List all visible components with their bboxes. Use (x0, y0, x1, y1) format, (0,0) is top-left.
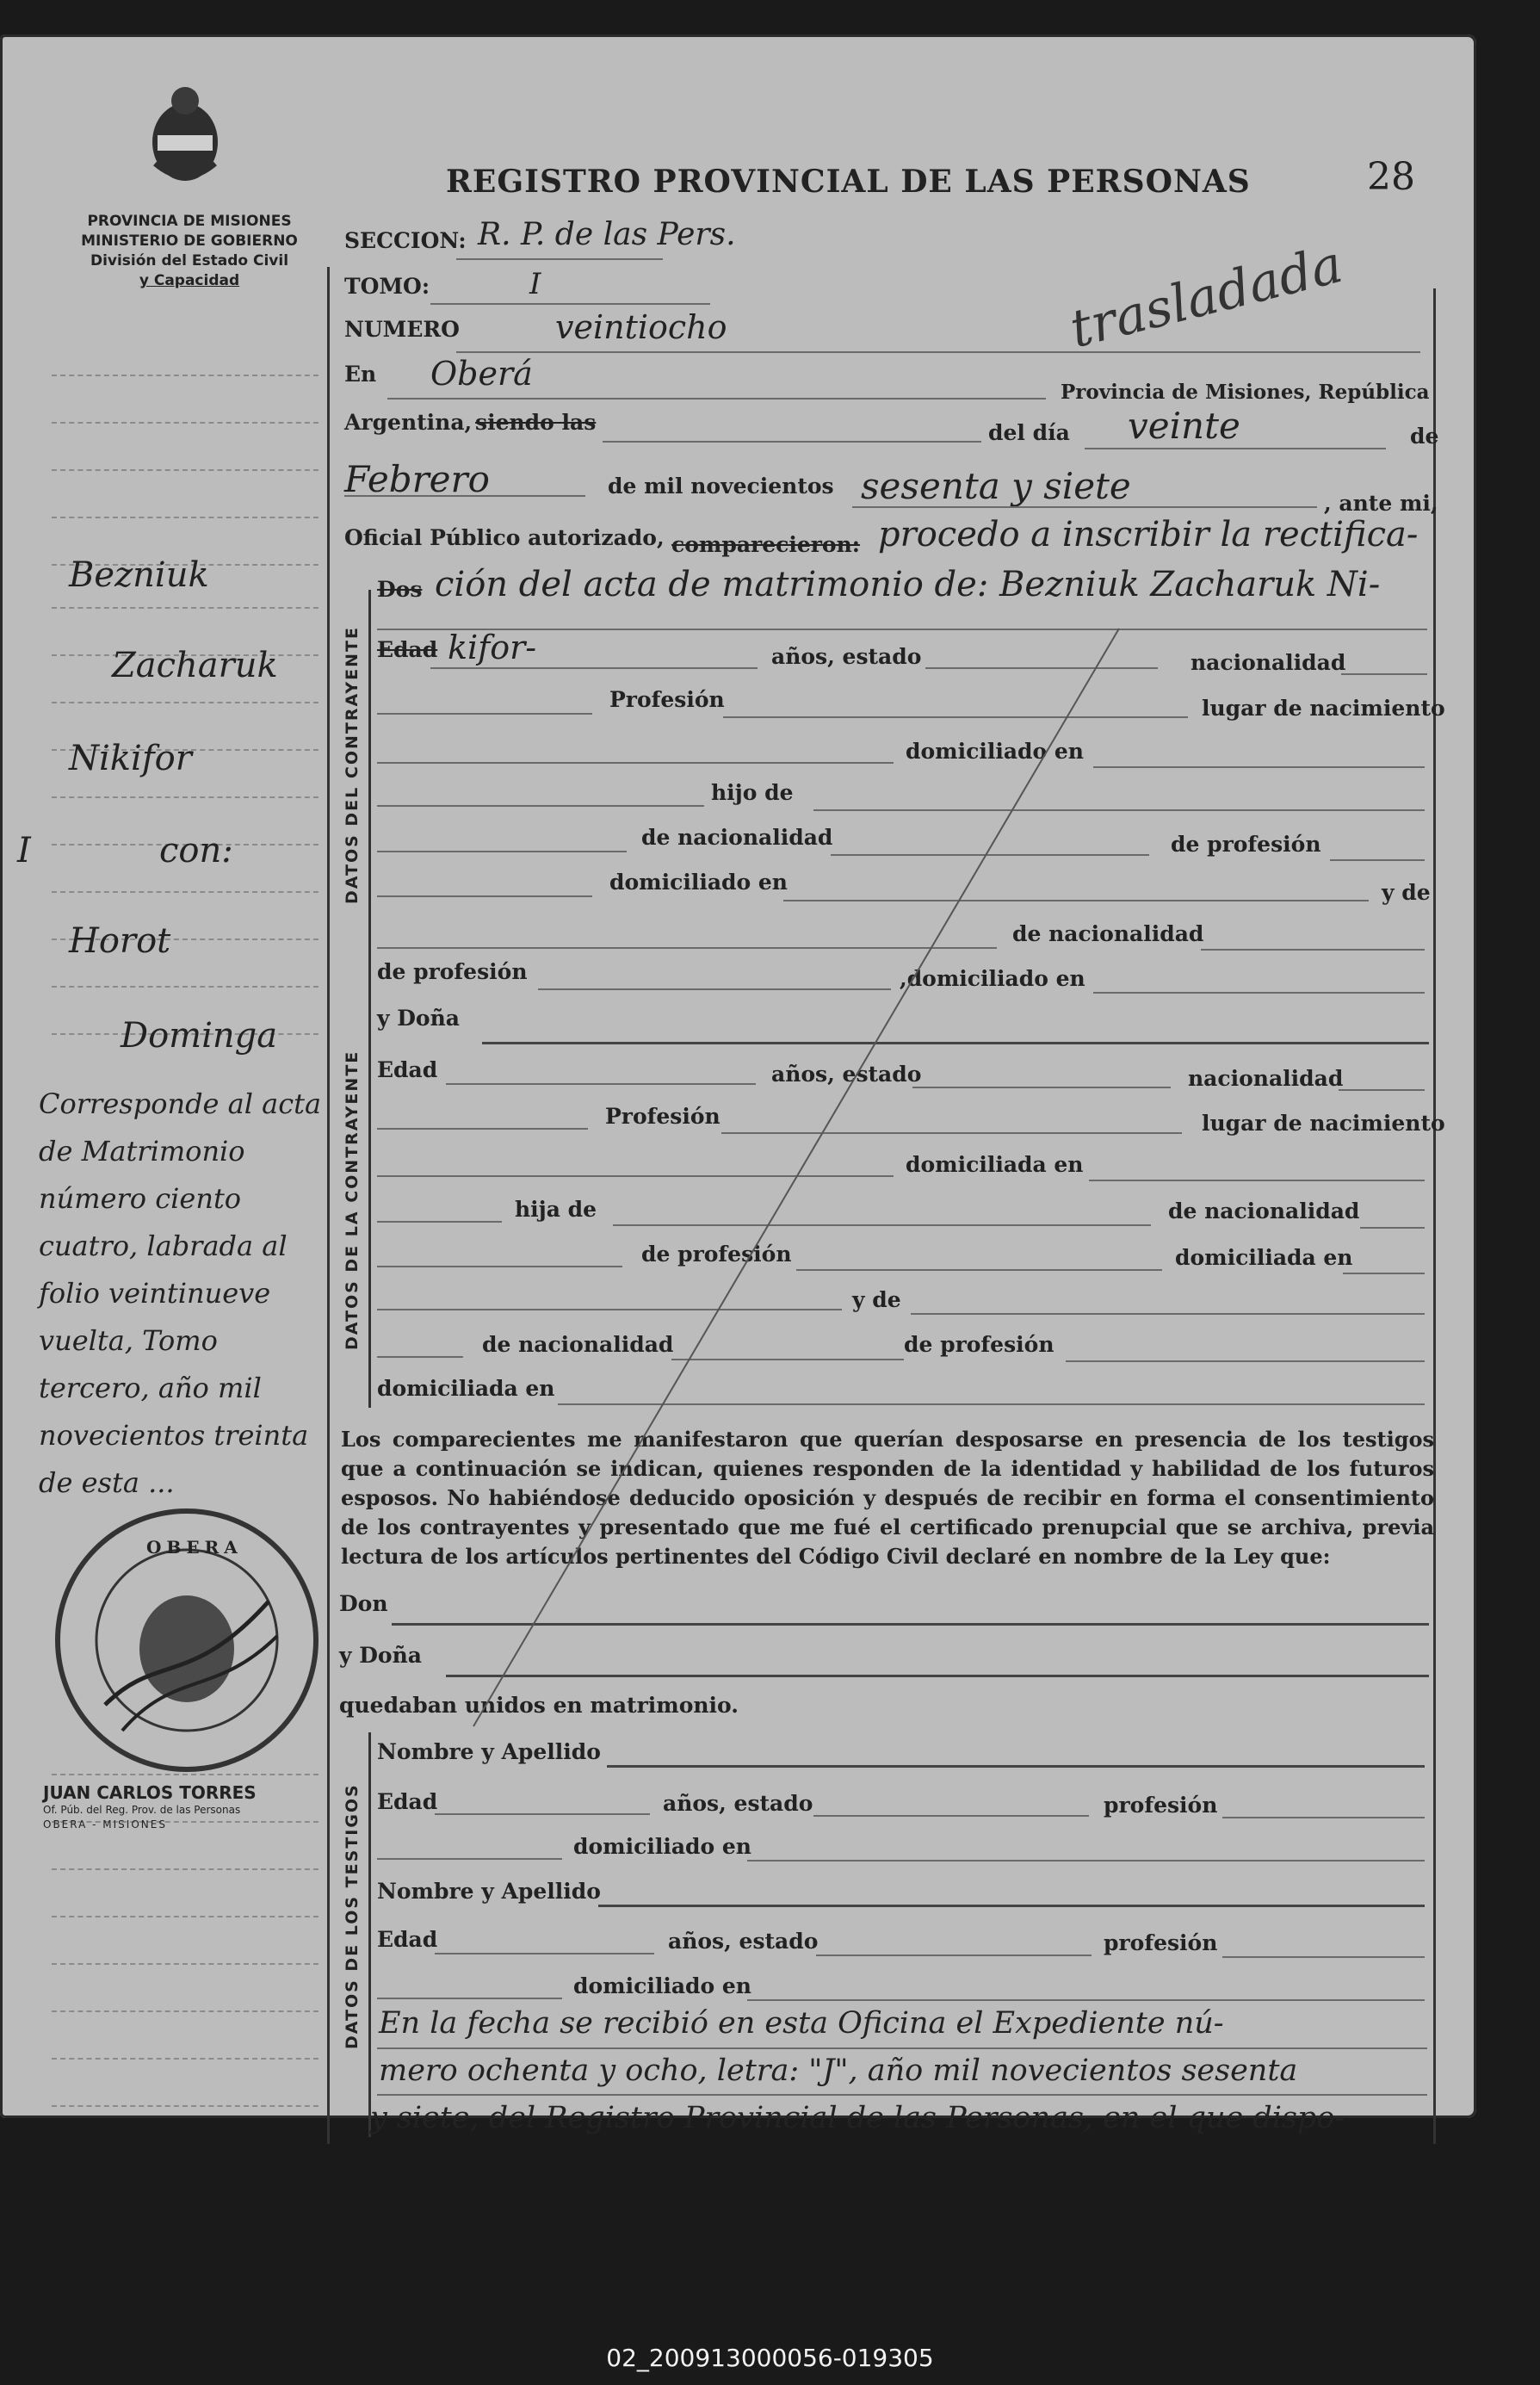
profesion-label-4: profesión (1104, 1930, 1218, 1955)
comparecieron-struck: comparecieron: (671, 532, 860, 557)
y-de-label-2: y de (852, 1287, 901, 1312)
hija-de-label: hija de (515, 1197, 597, 1222)
edad-label: Edad (377, 1057, 438, 1082)
page-number: 28 (1367, 155, 1415, 199)
domiciliado-en-label-2: domiciliado en (609, 870, 788, 895)
quedaban-text: quedaban unidos en matrimonio. (339, 1693, 739, 1718)
numero-value[interactable]: veintiocho (555, 308, 727, 346)
anos-estado-label-4: años, estado (668, 1929, 819, 1954)
margin-name-3: Nikifor (69, 739, 192, 778)
lugar-nacimiento-label: lugar de nacimiento (1202, 696, 1445, 721)
nombre-apellido-label-2: Nombre y Apellido (377, 1879, 601, 1904)
anos-estado-label: años, estado (771, 644, 922, 669)
margin-name-1: Bezniuk (69, 555, 209, 595)
anos-estado-label-3: años, estado (663, 1791, 813, 1816)
de-profesion-label-2: de profesión (377, 959, 528, 984)
dos-struck: Dos (377, 577, 423, 602)
argentina-label: Argentina, (344, 410, 473, 435)
lugar-nacimiento-label-2: lugar de nacimiento (1202, 1111, 1445, 1136)
hw-line-1[interactable]: procedo a inscribir la rectifica- (878, 515, 1419, 554)
hw-bottom-1[interactable]: En la fecha se recibió en esta Oficina el Expediente nú- (379, 2006, 1224, 2041)
mes-value[interactable]: Febrero (344, 458, 490, 500)
margin-name-5: Horot (69, 921, 171, 961)
provincia-label: Provincia de Misiones, República (1061, 381, 1430, 404)
hw-line-2[interactable]: ción del acta de matrimonio de: Bezniuk Zacharuk Ni- (435, 565, 1381, 604)
en-label: En (344, 362, 377, 387)
y-de-label: y de (1382, 880, 1431, 905)
don-label: Don (339, 1591, 388, 1616)
hw-bottom-3[interactable]: y siete, del Registro Provincial de las Personas, en el que dispo- (370, 2101, 1345, 2135)
profesion-label-3: profesión (1104, 1793, 1218, 1818)
de-label: de (1410, 424, 1439, 449)
margin-name-6: Dominga (121, 1016, 278, 1056)
tomo-value[interactable]: I (529, 267, 541, 301)
domiciliado-en-label-3: ,domiciliado en (900, 966, 1085, 991)
siendo-las-struck: siendo las (475, 410, 597, 435)
diagonal-strike-line (0, 34, 1476, 2118)
de-profesion-label-4: de profesión (904, 1332, 1054, 1357)
anos-estado-label-2: años, estado (771, 1062, 922, 1087)
register-page (0, 34, 1476, 2135)
y-dona-label: y Doña (377, 1006, 460, 1031)
tomo-label: TOMO: (344, 274, 430, 299)
profesion-label: Profesión (609, 687, 725, 712)
margin-correction-note: Corresponde al acta de Matrimonio número ciento cuatro, labrada al folio veintinueve vuelta, Tomo tercero, año mil novecientos treinta de esta ... (39, 1087, 322, 1499)
anio-value[interactable]: sesenta y siete (861, 465, 1131, 507)
bride-side-label: DATOS DE LA CONTRAYENTE (343, 1050, 362, 1350)
de-nacionalidad-label: de nacionalidad (641, 825, 833, 850)
seal-text: OBERA (146, 1537, 243, 1558)
hw-line-3[interactable]: kifor- (448, 629, 537, 666)
office-line-1: PROVINCIA DE MISIONES (87, 213, 292, 230)
edad-label-2: Edad (377, 1789, 438, 1814)
hijo-de-label: hijo de (711, 780, 794, 805)
mil-novecientos-label: de mil novecientos (608, 474, 834, 499)
witness-side-label: DATOS DE LOS TESTIGOS (343, 1783, 362, 2049)
domiciliado-en-label-4: domiciliado en (573, 1834, 751, 1859)
domiciliada-en-label-2: domiciliada en (1175, 1245, 1353, 1270)
nombre-apellido-label: Nombre y Apellido (377, 1739, 601, 1764)
de-nacionalidad-label-4: de nacionalidad (482, 1332, 674, 1357)
trasladada-stamp: trasladada (1064, 234, 1349, 360)
profesion-label-2: Profesión (605, 1104, 721, 1129)
margin-name-4: con: (159, 831, 233, 870)
en-value[interactable]: Oberá (430, 355, 533, 393)
del-dia-label: del día (988, 420, 1070, 445)
footer-caption: 02_200913000056-019305 (606, 2344, 934, 2372)
groom-side-label: DATOS DEL CONTRAYENTE (343, 626, 362, 904)
page-title: REGISTRO PROVINCIAL DE LAS PERSONAS (446, 164, 1251, 200)
seccion-value[interactable]: R. P. de las Pers. (478, 217, 736, 252)
domiciliada-en-label: domiciliada en (906, 1152, 1084, 1177)
dia-value[interactable]: veinte (1128, 405, 1240, 447)
office-line-2: MINISTERIO DE GOBIERNO (81, 232, 298, 250)
hw-bottom-2[interactable]: mero ochenta y ocho, letra: "J", año mil novecientos sesenta (379, 2054, 1298, 2088)
y-dona-label-2: y Doña (339, 1643, 422, 1668)
signer-location: OBERA - MISIONES (43, 1818, 167, 1831)
domiciliada-en-label-3: domiciliada en (377, 1376, 555, 1401)
signer-name: JUAN CARLOS TORRES (43, 1782, 257, 1803)
de-profesion-label-3: de profesión (641, 1242, 792, 1267)
numero-label: NUMERO (344, 317, 460, 342)
declaration-paragraph: Los comparecientes me manifestaron que querían desposarse en presencia de los testigos que a continuación se indican, quienes responden de la identidad y habilidad de los futuros esposos. No habiéndose deducido oposición y después de recibir en forma el consentimiento de los contrayentes y presentado que me fué el certificado prenupcial que se archiva, previa lectura de los artículos pertinentes del Código Civil declaré en nombre de la Ley que: (341, 1427, 1434, 1569)
seccion-label: SECCION: (344, 228, 467, 253)
office-line-4: y Capacidad (139, 272, 240, 289)
nacionalidad-label: nacionalidad (1191, 650, 1346, 675)
signer-title: Of. Púb. del Reg. Prov. de las Personas (43, 1804, 241, 1816)
de-nacionalidad-label-2: de nacionalidad (1012, 921, 1204, 946)
edad-struck: Edad (377, 637, 438, 662)
margin-roman-one: I (17, 831, 31, 870)
nacionalidad-label-2: nacionalidad (1188, 1066, 1344, 1091)
edad-label-3: Edad (377, 1927, 438, 1952)
office-line-3: División del Estado Civil (90, 252, 289, 269)
domiciliado-en-label: domiciliado en (906, 739, 1084, 764)
de-profesion-label: de profesión (1171, 832, 1321, 857)
de-nacionalidad-label-3: de nacionalidad (1168, 1199, 1360, 1223)
ante-mi-label: , ante mi, (1324, 491, 1438, 516)
domiciliado-en-label-5: domiciliado en (573, 1973, 751, 1998)
margin-name-2: Zacharuk (112, 646, 278, 685)
oficial-label: Oficial Público autorizado, (344, 525, 665, 550)
